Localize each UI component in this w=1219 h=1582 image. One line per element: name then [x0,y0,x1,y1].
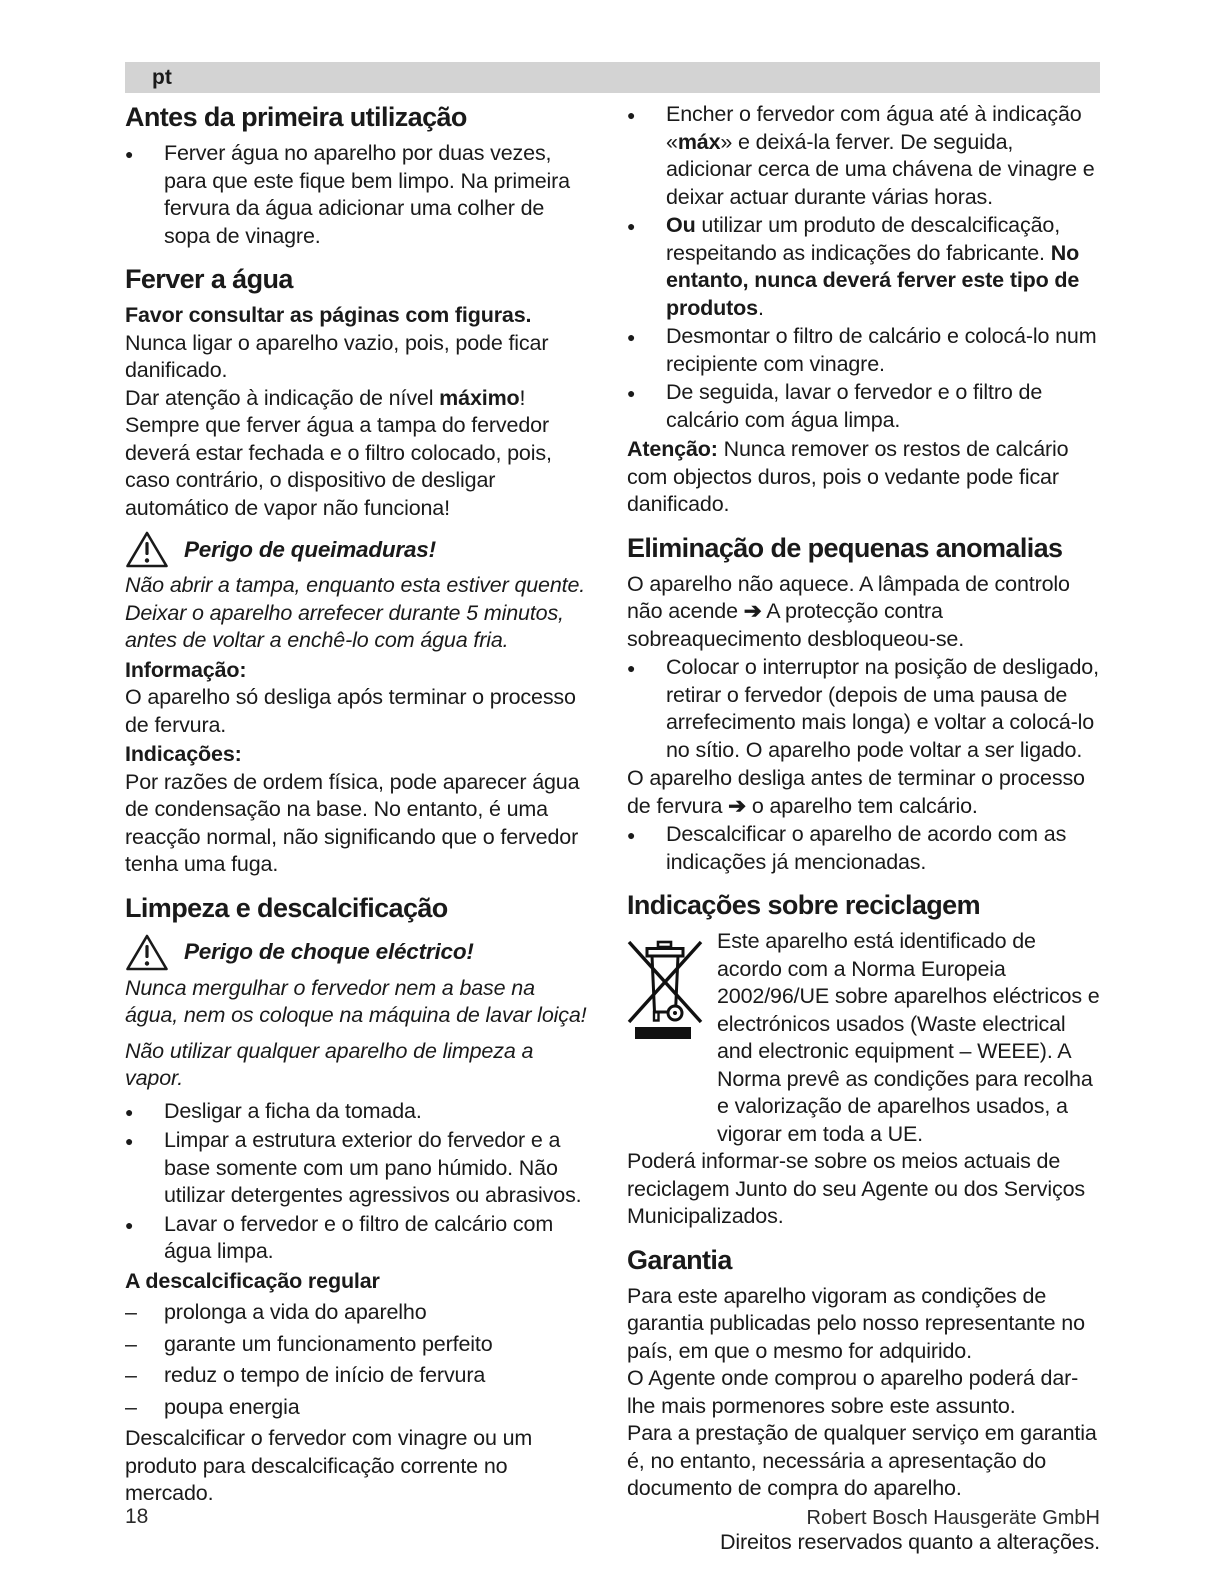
list-item-text [666,101,1100,211]
arrow-icon: ➔ [743,599,762,623]
bullet-icon: ● [627,329,636,345]
dash-icon: – [125,1394,137,1419]
paragraph: Sempre que ferver água a tampa do fervedor deverá estar fechada e o filtro colocado, pois, caso contrário, o dispositivo de desligar automático de vapor não funciona! [125,413,552,520]
text-segment: Encher o fervedor com água até à indicação « [666,102,1082,154]
paragraph: Nunca ligar o aparelho vazio, pois, pode ficar danificado. [125,330,549,382]
list-item [627,101,1100,211]
list-item [125,1394,591,1422]
bullet-icon: ● [627,107,636,123]
list-item-text: De seguida, lavar o fervedor e o filtro de calcário com água limpa. [666,380,1043,432]
left-column [125,100,591,1556]
list-item [627,379,1100,434]
page-number: 18 [125,1505,149,1528]
list-item-text: prolonga a vida do aparelho [164,1300,427,1324]
warning-text: Não utilizar qualquer aparelho de limpeza a vapor. [125,1038,534,1090]
bullet-icon: ● [125,1216,134,1233]
list-item-text: Desmontar o filtro de calcário e colocá-lo num recipiente com vinagre. [666,324,1097,376]
list-item-text: Desligar a ficha da tomada. [164,1098,422,1123]
recycling-more: Poderá informar-se sobre os meios actuais de reciclagem Junto do seu Agente ou dos Serviços Municipalizados. [627,1149,1086,1228]
list-item [627,212,1100,322]
publisher-name: Robert Bosch Hausgeräte GmbH [806,1507,1100,1529]
dash-icon: – [125,1331,137,1356]
descale-text: Descalcificar o fervedor com vinagre ou um produto para descalcificação corrente no mercado. [125,1426,533,1505]
weee-crossed-bin-icon [627,928,717,1148]
warning-title: Perigo de queimaduras! [184,536,436,562]
list-item-text: Descalcificar o aparelho de acordo com as indicações já mencionadas. [666,822,1067,874]
section-title-warranty: Garantia [627,1244,732,1275]
bullet-icon: ● [125,1103,134,1120]
dash-icon: – [125,1363,137,1387]
warranty-text: Para a prestação de qualquer serviço em garantia é, no entanto, necessária a apresentação do documento de compra do aparelho. [627,1421,1097,1500]
dash-list [125,1299,591,1421]
list-item [125,1098,591,1127]
text-segment: O aparelho não aquece. A lâmpada de controlo não acende [627,571,1070,623]
warning-text: Não abrir a tampa, enquanto esta estiver quente. Deixar o aparelho arrefecer durante 5 minutos, antes de voltar a enchê-lo com água fria. [125,573,586,652]
text-segment-bold: máximo [439,385,520,410]
text-segment: ! [519,385,526,410]
list-item-text: reduz o tempo de início de fervura [164,1363,486,1387]
caution-text: Nunca remover os restos de calcário com objectos duros, pois o vedante pode ficar danificado. [627,437,1069,516]
section-title-recycling: Indicações sobre reciclagem [627,890,980,920]
text-segment: A protecção contra sobreaquecimento desbloqueou-se. [627,599,965,651]
list-item-text: Colocar o interruptor na posição de desligado, retirar o fervedor (depois de uma pausa de arrefecimento mais longa) e voltar a colocá-lo no sítio. O aparelho pode voltar a ser ligado. [666,655,1099,762]
notes-text: Por razões de ordem física, pode aparecer água de condensação na base. No entanto, é uma reacção normal, não significando que o fervedor tenha uma fuga. [125,769,580,876]
trouble-case-2 [627,765,1100,820]
list-item [125,1331,591,1359]
warranty-text: O Agente onde comprou o aparelho poderá dar-lhe mais pormenores sobre este assunto. [627,1366,1079,1418]
text-segment: o aparelho tem calcário. [746,793,978,818]
section-title-boil-water: Ferver a água [125,264,293,294]
bullet-icon: ● [627,660,636,676]
bullet-icon: ● [125,1133,134,1149]
bullet-icon: ● [125,146,134,162]
warning-heading [125,933,591,972]
language-header-bar [125,62,1100,93]
text-segment: utilizar um produto de descalcificação, respeitando as indicações do fabricante. [666,213,1061,265]
dash-icon: – [125,1300,137,1324]
recycling-body: Este aparelho está identificado de acordo com a Norma Europeia 2002/96/UE sobre aparelhos eléctricos e electrónicos usados (Waste electrical and electronic equipment – WEEE). A Norma prevê as condições para recolha e valorização de aparelhos usados, a vigorar em toda a UE. [717,929,1100,1146]
section-title-troubleshooting: Eliminação de pequenas anomalias [627,532,1063,563]
text-segment-bold: Ou [666,213,696,237]
trouble-case-1 [627,571,1100,654]
list-item-text: Lavar o fervedor e o filtro de calcário com água limpa. [164,1211,554,1263]
info-text: O aparelho só desliga após terminar o processo de fervura. [125,685,576,737]
section-title-before-first-use: Antes da primeira utilização [125,102,467,132]
warranty-text: Para este aparelho vigoram as condições de garantia publicadas pelo nosso representante no país, em que o mesmo for adquirido. [627,1283,1085,1363]
right-column [627,100,1100,1556]
caution-paragraph [627,436,1100,519]
caution-label: Atenção: [627,437,718,461]
list-item [125,140,591,250]
warning-title: Perigo de choque eléctrico! [184,939,474,964]
bullet-icon: ● [627,827,636,843]
text-segment: . [757,295,764,320]
list-item-text: garante um funcionamento perfeito [164,1331,493,1356]
section-title-cleaning: Limpeza e descalcificação [125,892,448,923]
list-item-text [666,212,1100,322]
paragraph [125,385,591,413]
rights-note: Direitos reservados quanto a alterações. [719,1529,1100,1554]
language-code: pt [152,65,172,89]
list-item-text: Ferver água no aparelho por duas vezes, para que este fique bem limpo. Na primeira fervura da água adicionar uma colher de sopa de vinagre. [164,141,570,248]
list-item [125,1362,591,1390]
list-item [627,821,1100,876]
two-column-layout [125,100,1100,1556]
warning-triangle-icon [125,933,169,972]
notes-label: Indicações: [125,742,242,766]
list-item [627,654,1100,764]
warning-triangle-icon [125,530,169,569]
text-segment-bold: máx [677,129,721,154]
bullet-icon: ● [627,385,636,401]
arrow-icon: ➔ [728,793,747,818]
list-item [125,1127,591,1210]
text-segment-bold: No entanto, nunca deverá ferver este tipo de produtos [666,240,1080,320]
list-item [125,1299,591,1327]
descale-label: A descalcificação regular [125,1268,380,1293]
figures-note: Favor consultar as páginas com figuras. [125,303,532,327]
list-item [627,323,1100,378]
recycling-block [627,928,1100,1148]
bullet-icon: ● [627,218,636,234]
text-segment: O aparelho desliga antes de terminar o processo de fervura [627,766,1085,818]
warning-heading [125,530,591,569]
warning-text: Nunca mergulhar o fervedor nem a base na água, nem os coloque na máquina de lavar loiça! [125,975,587,1027]
info-label: Informação: [125,657,247,682]
list-item [125,1211,591,1266]
list-item-text: Limpar a estrutura exterior do fervedor e a base somente com um pano húmido. Não utilizar detergentes agressivos ou abrasivos. [164,1128,582,1207]
list-item-text: poupa energia [164,1394,300,1419]
text-segment: Dar atenção à indicação de nível [125,385,440,410]
text-segment: » e deixá-la ferver. De seguida, adicionar cerca de uma chávena de vinagre e deixar actuar durante várias horas. [666,129,1095,209]
